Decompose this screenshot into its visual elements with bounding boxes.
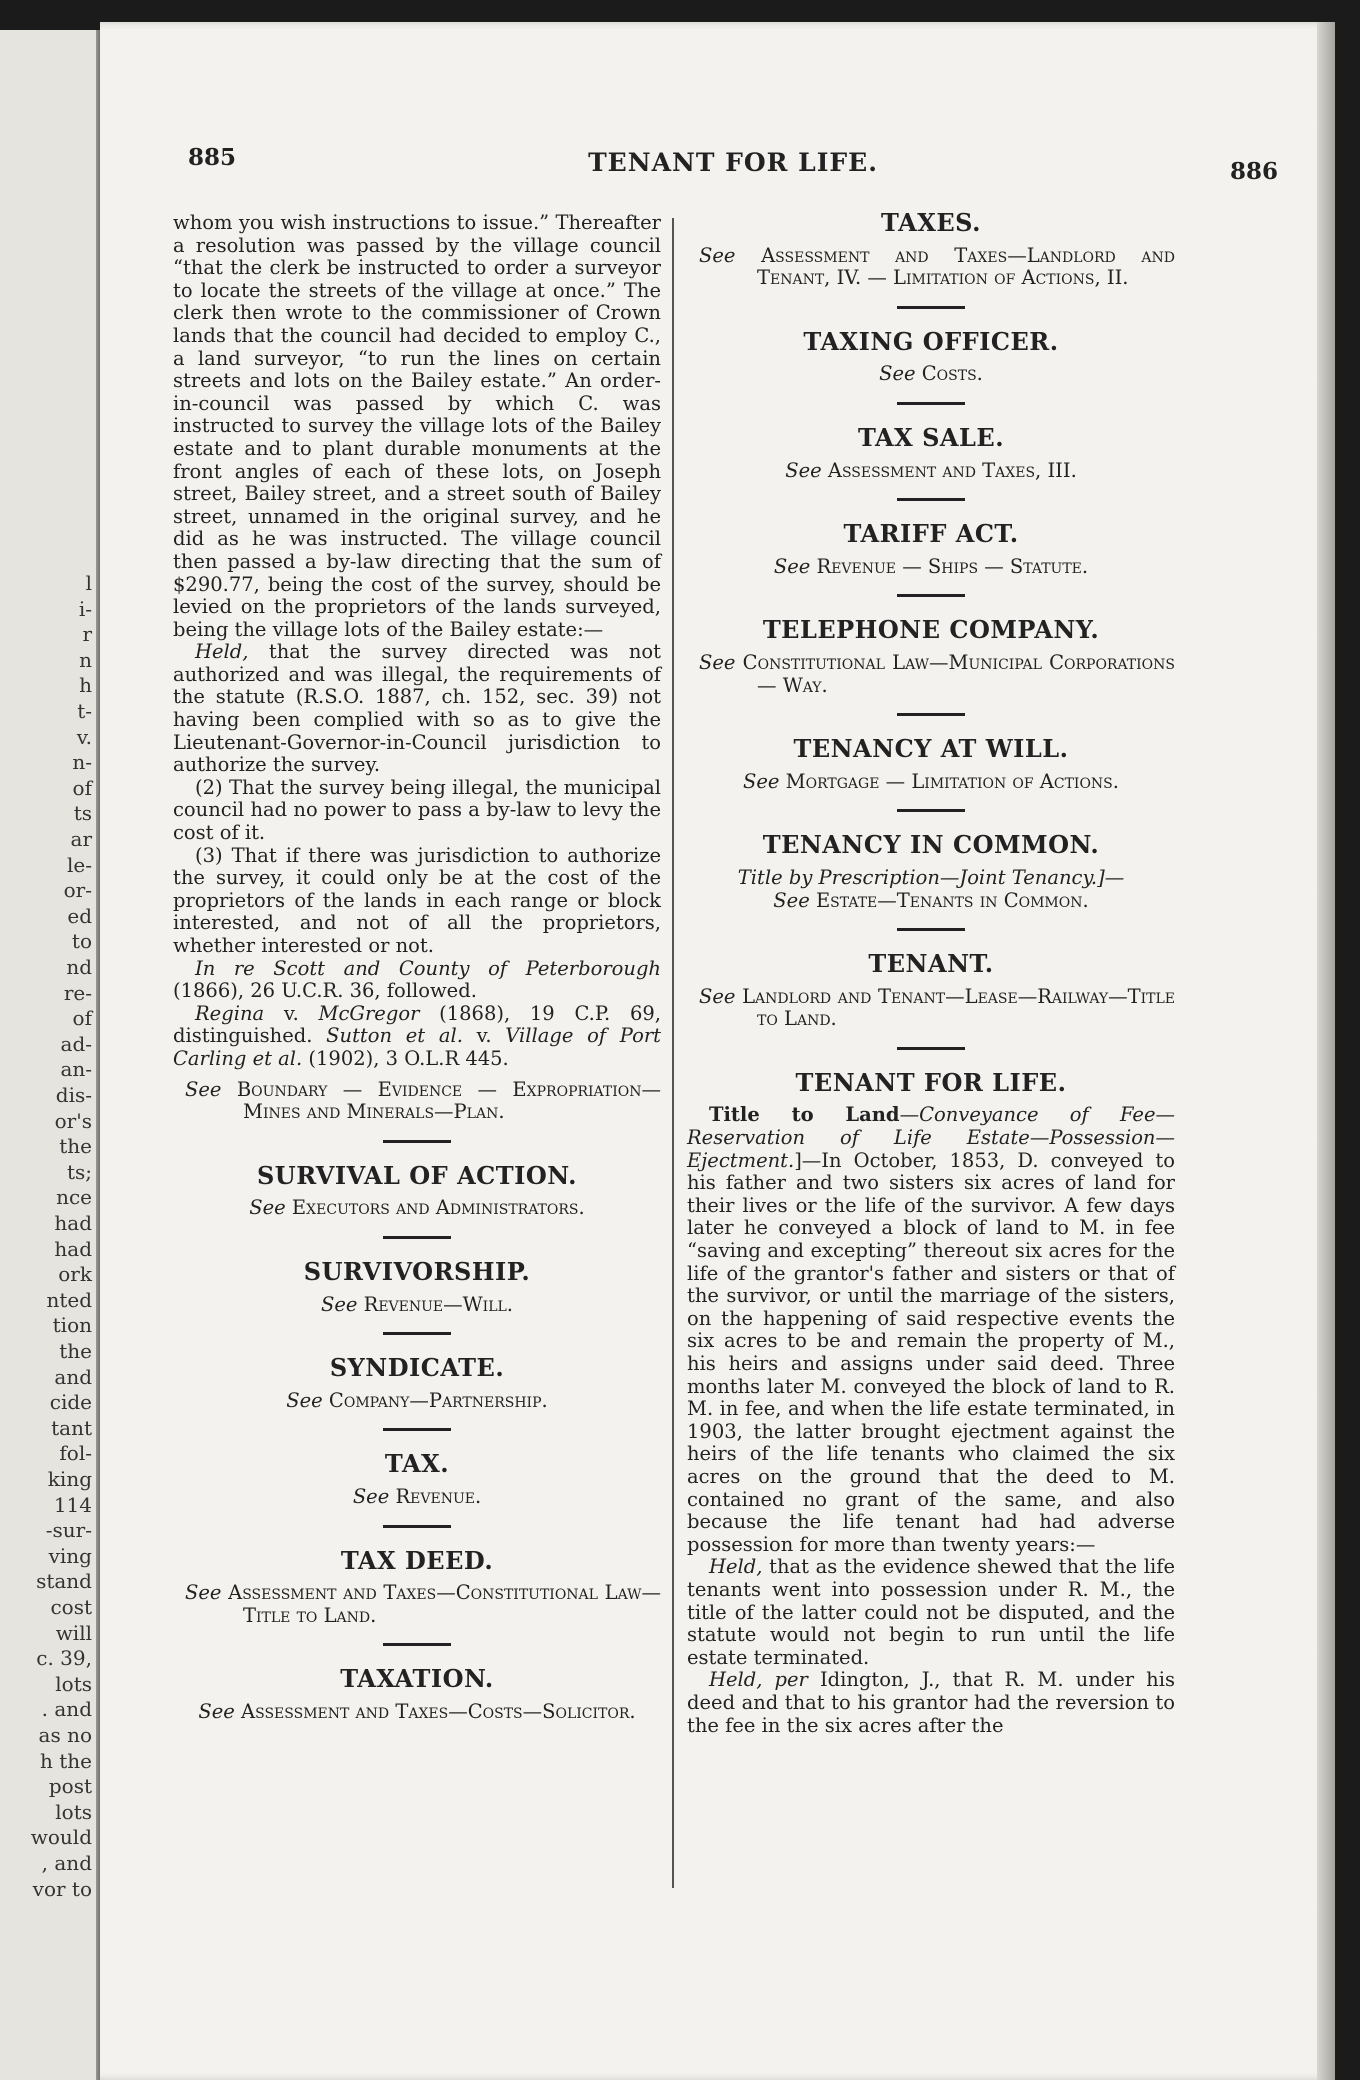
held-text: that as the evidence shewed that the life tenants went into possession under R. M., the title of the latter could not be disputed, and the statute would not begin to run until the life estate terminated. (687, 1555, 1175, 1669)
page-fragment: ork (58, 1262, 92, 1287)
entry-heading: TAX. (384, 1449, 450, 1479)
page-fragment: ar (70, 827, 92, 851)
see-word: See (699, 243, 736, 267)
entry-heading: SYNDICATE. (329, 1353, 505, 1383)
see-refs: Revenue—Will. (357, 1292, 514, 1316)
page-fragment: will (55, 1620, 92, 1645)
see-refs: Assessment and Taxes—Costs—Solicitor. (234, 1699, 636, 1723)
entry-heading: SURVIVAL OF ACTION. (256, 1160, 578, 1190)
page-header (188, 144, 1278, 194)
entry-heading: TAXATION. (340, 1664, 494, 1694)
tenant-for-life-paragraph (687, 1104, 1175, 1556)
section-rule (897, 1047, 965, 1050)
section-rule (383, 1643, 451, 1646)
see-word: See (699, 650, 736, 674)
see-also-reference (173, 1197, 661, 1220)
see-word: See (773, 888, 810, 912)
see-refs: Assessment and Taxes—Landlord and Tenant, IV. — Limitation of Actions, II. (735, 243, 1175, 290)
page-fragment: -sur- (45, 1518, 92, 1543)
see-also-reference (173, 1390, 661, 1413)
page-fragment: to (71, 929, 92, 954)
see-also-reference (173, 1701, 661, 1724)
page-fragment: king (47, 1467, 92, 1491)
page-fragment: r (82, 622, 92, 647)
page-fragment: i- (78, 596, 92, 621)
page-fragment: cide (49, 1390, 92, 1415)
see-word: See (785, 458, 822, 482)
see-refs: Costs. (915, 362, 983, 386)
see-refs: Company—Partnership. (322, 1388, 548, 1412)
page-fragment: tion (52, 1313, 92, 1338)
left-column (173, 212, 661, 1723)
page-fragment: lots (55, 1799, 92, 1824)
see-refs: Assessment and Taxes, III. (821, 458, 1077, 482)
page-fragment: ts (73, 801, 92, 826)
held-paragraph-1 (173, 641, 661, 777)
see-also-reference (173, 1486, 661, 1509)
page-edge (1317, 22, 1335, 2080)
page-fragment: the (59, 1339, 92, 1363)
case-cite: (1866), 26 U.C.R. 36, followed. (173, 979, 477, 1003)
page-fragment: lots (55, 1671, 92, 1696)
versus: v. (462, 1024, 506, 1048)
page-fragment: and (54, 1364, 92, 1389)
entry-heading: TENANT. (868, 949, 994, 979)
book-page (100, 22, 1335, 2080)
entry-subtitle (687, 867, 1175, 890)
section-rule (897, 306, 965, 309)
case-name: Sutton et al. (326, 1024, 463, 1048)
entry-heading: TAXING OFFICER. (803, 326, 1059, 356)
see-word: See (699, 984, 736, 1008)
page-fragment: . and (41, 1697, 92, 1722)
see-word: See (185, 1581, 222, 1605)
page-fragment: fol- (59, 1441, 92, 1466)
held-label: Held, (709, 1555, 763, 1579)
see-word: See (743, 769, 780, 793)
see-word: See (352, 1484, 390, 1508)
page-fragment: c. 39, (36, 1646, 92, 1671)
page-fragment: 114 (53, 1492, 92, 1517)
held-paragraph-3: (3) That if there was jurisdiction to authorize the survey, it could only be at the cost of the proprietors of the lands in each range or block interested, and not of all the proprietors, whether interested or not. (173, 843, 661, 957)
section-rule (383, 1140, 451, 1143)
held-text: that the survey directed was not authorized and was illegal, the requirements of the statute (R.S.O. 1887, ch. 152, sec. 39) not having been complied with so as to give the Lieutenant-Governor-in-Council jurisdiction to authorize the survey. (173, 640, 661, 777)
section-rule (383, 1428, 451, 1431)
see-refs: Revenue — Ships — Statute. (810, 554, 1089, 578)
page-fragment: had (54, 1236, 92, 1261)
right-index-entries (687, 208, 1175, 1031)
page-fragment: re- (63, 980, 92, 1005)
see-refs: Constitutional Law—Municipal Corporations — Way. (735, 650, 1175, 697)
page-fragment: an- (60, 1057, 92, 1082)
right-column (687, 208, 1175, 1737)
see-also-reference (687, 245, 1175, 290)
see-also-reference (173, 1582, 661, 1627)
entry-heading: TARIFF ACT. (843, 519, 1019, 549)
previous-page-edge (0, 30, 110, 2080)
page-fragment: stand (36, 1569, 92, 1594)
see-word: See (185, 1077, 222, 1101)
section-rule (897, 594, 965, 597)
held-text: Idington, J., that R. M. under his deed and that to his grantor had the reversion to the fee in the six acres after the (687, 1668, 1175, 1737)
see-also-reference (173, 1294, 661, 1317)
page-fragment: ts; (66, 1159, 92, 1184)
case-paragraph: whom you wish instructions to issue.” Thereafter a resolution was passed by the village council “that the clerk be instructed to order a surveyor to locate the streets of the village at once.” The clerk then wrote to the commissioner of Crown lands that the council had decided to employ C., a land surveyor, “to run the lines on certain streets and lots on the Bailey estate.” An order-in-council was passed by which C. was instructed to survey the village lots of the Bailey estate and to plant durable monuments at the front angles of each of these lots, on Joseph street, Bailey street, and a street south of Bailey street, unnamed in the original survey, and he did as he was instructed. The village council then passed a by-law directing that the sum of $290.77, being the cost of the survey, should be levied on the proprietors of the lands surveyed, being the village lots of the Bailey estate:— (173, 211, 661, 641)
page-fragment: had (54, 1211, 92, 1235)
entry-heading-tenant-for-life: TENANT FOR LIFE. (795, 1067, 1067, 1097)
case-party: McGregor (318, 1001, 420, 1025)
page-fragment: vor to (32, 1876, 92, 1901)
held-label: Held, (195, 640, 249, 664)
see-word: See (773, 554, 811, 578)
see-word: See (320, 1292, 358, 1316)
page-fragment: of (72, 775, 92, 800)
page-fragment: ed (67, 903, 92, 928)
section-rule (897, 809, 965, 812)
page-fragment: , and (41, 1851, 92, 1875)
page-fragment: h (79, 673, 92, 698)
page-fragment: h the (40, 1748, 92, 1773)
held-label: Held, per (709, 1668, 808, 1692)
section-rule (897, 713, 965, 716)
page-fragment: ving (48, 1543, 92, 1568)
page-fragment: or's (54, 1108, 92, 1133)
see-refs: Boundary — Evidence — Expropriation—Mines and Minerals—Plan. (221, 1077, 661, 1124)
case-citation-1 (173, 958, 661, 1003)
page-fragment: n (79, 647, 92, 672)
held-paragraph-b (687, 1669, 1175, 1737)
page-fragment: le- (67, 852, 92, 877)
see-word: See (249, 1196, 286, 1220)
page-fragment: ad- (60, 1031, 92, 1056)
subtitle-text: Title by Prescription—Joint Tenancy.]— (737, 865, 1125, 889)
entry-heading: TAX DEED. (340, 1545, 494, 1575)
page-fragment: the (59, 1134, 92, 1159)
page-fragment: dis- (55, 1083, 92, 1107)
case-cite: (1902), 3 O.L.R 445. (302, 1046, 509, 1070)
section-rule (383, 1236, 451, 1239)
case-party: Village of Port Carling et al. (173, 1024, 661, 1070)
see-refs: Mortgage — Limitation of Actions. (779, 769, 1119, 793)
page-fragment: t- (77, 699, 92, 723)
page-fragment: v. (76, 724, 92, 749)
see-word: See (879, 362, 916, 386)
see-refs: Assessment and Taxes—Constitutional Law—Title to Land. (221, 1581, 661, 1627)
entry-heading: TENANCY IN COMMON. (762, 830, 1100, 860)
versus: v. (264, 1001, 319, 1025)
entry-heading: TAXES. (881, 208, 981, 237)
entry-heading: TAX SALE. (857, 422, 1005, 452)
see-refs: Revenue. (389, 1484, 482, 1508)
section-rule (897, 402, 965, 405)
page-fragment: nce (56, 1185, 92, 1210)
page-number-right: 886 (1229, 158, 1278, 185)
topic-bold: Title to Land (709, 1103, 900, 1127)
page-fragment: tant (51, 1415, 92, 1440)
page-fragment: would (30, 1825, 92, 1850)
page-fragment: l (85, 571, 92, 595)
case-name: Regina (195, 1001, 265, 1025)
section-rule (383, 1332, 451, 1335)
see-also-reference (687, 460, 1175, 483)
column-divider (672, 218, 674, 1888)
see-also-reference (687, 890, 1175, 913)
entry-heading: SURVIVORSHIP. (303, 1256, 531, 1286)
page-fragment: or- (63, 878, 92, 903)
case-name: In re Scott and County of Peterborough (195, 956, 661, 980)
entry-heading: TENANCY AT WILL. (793, 734, 1069, 764)
see-also-reference (687, 771, 1175, 794)
section-rule (383, 1525, 451, 1528)
see-refs: Landlord and Tenant—Lease—Railway—Title to Land. (735, 984, 1175, 1031)
left-index-entries (173, 1140, 661, 1724)
see-refs: Estate—Tenants in Common. (809, 888, 1089, 912)
case-citation-2 (173, 1003, 661, 1071)
held-paragraph-a (687, 1556, 1175, 1669)
page-fragment: cost (50, 1595, 92, 1619)
see-also-reference (687, 986, 1175, 1031)
held-paragraph-2: (2) That the survey being illegal, the municipal council had no power to pass a by-law to levy the cost of it. (173, 775, 661, 845)
see-also-reference (173, 1079, 661, 1124)
entry-heading: TELEPHONE COMPANY. (762, 615, 1100, 645)
topic-italic: —Conveyance of Fee—Reservation of Life Estate—Possession—Ejectment. (687, 1103, 1175, 1172)
see-word: See (286, 1388, 323, 1412)
page-fragment: post (48, 1774, 92, 1799)
page-number-left: 885 (188, 144, 237, 171)
page-fragment: nted (46, 1287, 92, 1312)
see-refs: Executors and Administrators. (285, 1196, 585, 1220)
running-head: TENANT FOR LIFE. (588, 148, 878, 177)
case-cite: (1868), 19 C.P. 69, distinguished. (173, 1001, 661, 1048)
topic-text: ]—In October, 1853, D. conveyed to his father and two sisters six acres of land for their lives or the life of the survivor. A few days later he conveyed a block of land to M. in fee “saving and excepting” thereout six acres for the life of the grantor's father and sisters or that of the survivor, or until the marriage of the sisters, on the happening of said respective events the six acres to be and remain the property of M., his heirs and assigns under said deed. Three months later M. conveyed the block of land to R. M. in fee, and when the life estate terminated, in 1903, the latter brought ejectment against the heirs of the life tenants who claimed the six acres on the ground that the deed to M. contained no grant of the same, and also because the life tenant had had adverse possession for more than twenty years:— (687, 1148, 1175, 1556)
see-word: See (198, 1699, 235, 1723)
section-rule (897, 498, 965, 501)
page-fragment: as no (38, 1723, 92, 1747)
see-also-reference (687, 556, 1175, 579)
page-fragment: of (72, 1006, 92, 1031)
see-also-reference (687, 652, 1175, 697)
section-rule (897, 928, 965, 931)
page-fragment: n- (72, 750, 92, 775)
see-also-reference (687, 363, 1175, 386)
page-fragment: nd (66, 955, 92, 979)
